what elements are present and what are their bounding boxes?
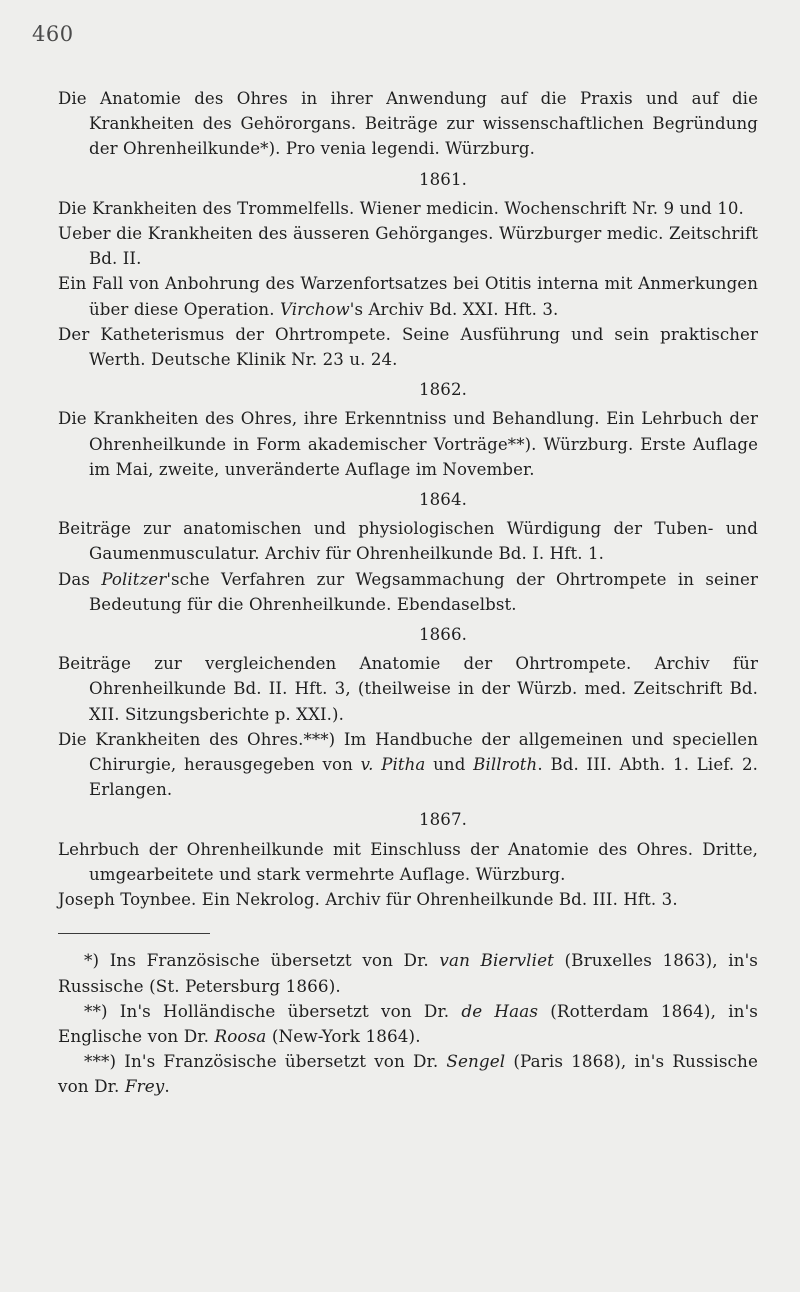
footnote	[58, 1049, 758, 1099]
text-segment: ***) In's Französische übersetzt von Dr.	[84, 1051, 447, 1072]
author-name: Sengel	[446, 1051, 506, 1072]
bibliography-entry	[58, 196, 758, 221]
text-segment: Lehrbuch der Ohrenheilkunde mit Einschluss der Anatomie des Ohres. Dritte, umgearbeitete und stark vermehrte Auflage. Würzburg.	[58, 839, 758, 884]
text-segment: und	[425, 755, 474, 775]
text-segment: Beiträge zur anatomischen und physiologischen Würdigung der Tuben- und Gaumenmusculatur. Archiv für Ohrenheilkunde Bd. I. Hft. 1.	[58, 519, 758, 564]
author-name: de Haas	[461, 1000, 539, 1021]
year-heading: 1862.	[418, 380, 467, 400]
footnote-rule	[58, 933, 210, 934]
text-segment: Beiträge zur vergleichenden Anatomie der Ohrtrompete. Archiv für Ohrenheilkunde Bd. II. Hft. 3, (theilweise in der Würzb. med. Zeitschrift Bd. XII. Sitzungsberichte p. XXI.).	[58, 654, 758, 724]
footnote	[58, 999, 758, 1049]
text-segment: Die Anatomie des Ohres in ihrer Anwendung auf die Praxis und auf die Krankheiten des Gehörorgans. Beiträge zur wissenschaftlichen Begründung der Ohrenheilkunde*). Pro venia legendi. Würzburg.	[58, 89, 758, 159]
text-segment: Der Katheterismus der Ohrtrompete. Seine Ausführung und sein praktischer Werth. Deutsche Klinik Nr. 23 u. 24.	[58, 324, 758, 370]
footnote	[58, 948, 758, 998]
year-heading: 1861.	[418, 169, 467, 189]
author-name: v. Pitha	[360, 755, 426, 775]
author-name: Virchow	[279, 299, 350, 319]
bibliography-entry	[58, 406, 758, 482]
text-segment: Die Krankheiten des Ohres, ihre Erkenntniss und Behandlung. Ein Lehrbuch der Ohrenheilkunde in Form akademischer Vorträge**). Würzburg. Erste Auflage im Mai, zweite, unveränderte Auflage im November.	[58, 409, 758, 479]
text-segment: Ein Fall von Anbohrung des Warzenfortsatzes bei Otitis interna mit Anmerkungen über diese Operation.	[58, 274, 758, 319]
author-name: Roosa	[214, 1025, 267, 1046]
bibliography-entry	[58, 651, 758, 727]
page-number: 460	[32, 22, 74, 46]
bibliography-entry	[58, 221, 758, 271]
footnotes	[58, 948, 758, 1099]
bibliography-entry	[58, 567, 758, 617]
text-segment: .	[164, 1076, 170, 1097]
bibliography-entry	[58, 271, 758, 321]
text-segment: **) In's Holländische übersetzt von Dr.	[84, 1000, 462, 1021]
text-segment: Die Krankheiten des Trommelfells. Wiener medicin. Wochenschrift Nr. 9 und 10.	[58, 198, 744, 218]
text-segment: Das	[58, 569, 102, 589]
text-segment: *) Ins Französische übersetzt von Dr.	[84, 950, 440, 971]
author-name: van Biervliet	[439, 950, 554, 971]
bibliography-list	[58, 86, 758, 1100]
bibliography-entry	[58, 727, 758, 803]
author-name: Billroth	[473, 755, 538, 775]
text-segment: Ueber die Krankheiten des äusseren Gehörganges. Würzburger medic. Zeitschrift Bd. II.	[58, 224, 758, 269]
year-heading: 1866.	[418, 625, 467, 645]
text-segment: Die Krankheiten des Ohres.***) Im Handbuche der allgemeinen und speciellen Chirurgie, herausgegeben von	[58, 729, 758, 775]
text-segment: . Bd. III. Abth. 1. Lief. 2. Erlangen.	[89, 755, 759, 800]
bibliography-sections	[58, 86, 758, 912]
text-segment: 'sche Verfahren zur Wegsammachung der Ohrtrompete in seiner Bedeutung für die Ohrenheilkunde. Ebendaselbst.	[89, 569, 759, 614]
text-segment: (Paris 1868), in's Russische von Dr.	[58, 1051, 758, 1097]
year-heading: 1867.	[418, 810, 467, 830]
bibliography-entry	[58, 516, 758, 566]
author-name: Politzer	[101, 569, 167, 589]
text-segment: 's Archiv Bd. XXI. Hft. 3.	[349, 299, 559, 319]
text-segment: (Rotterdam 1864), in's Englische von Dr.	[58, 1000, 758, 1046]
bibliography-entry	[58, 837, 758, 887]
year-heading: 1864.	[418, 490, 467, 510]
bibliography-entry	[58, 86, 758, 162]
bibliography-entry	[58, 887, 758, 912]
text-segment: (New-York 1864).	[266, 1025, 421, 1046]
author-name: Frey	[124, 1076, 165, 1097]
text-segment: Joseph Toynbee. Ein Nekrolog. Archiv für Ohrenheilkunde Bd. III. Hft. 3.	[58, 890, 678, 910]
bibliography-entry	[58, 322, 758, 372]
text-segment: (Bruxelles 1863), in's Russische (St. Petersburg 1866).	[58, 950, 759, 996]
